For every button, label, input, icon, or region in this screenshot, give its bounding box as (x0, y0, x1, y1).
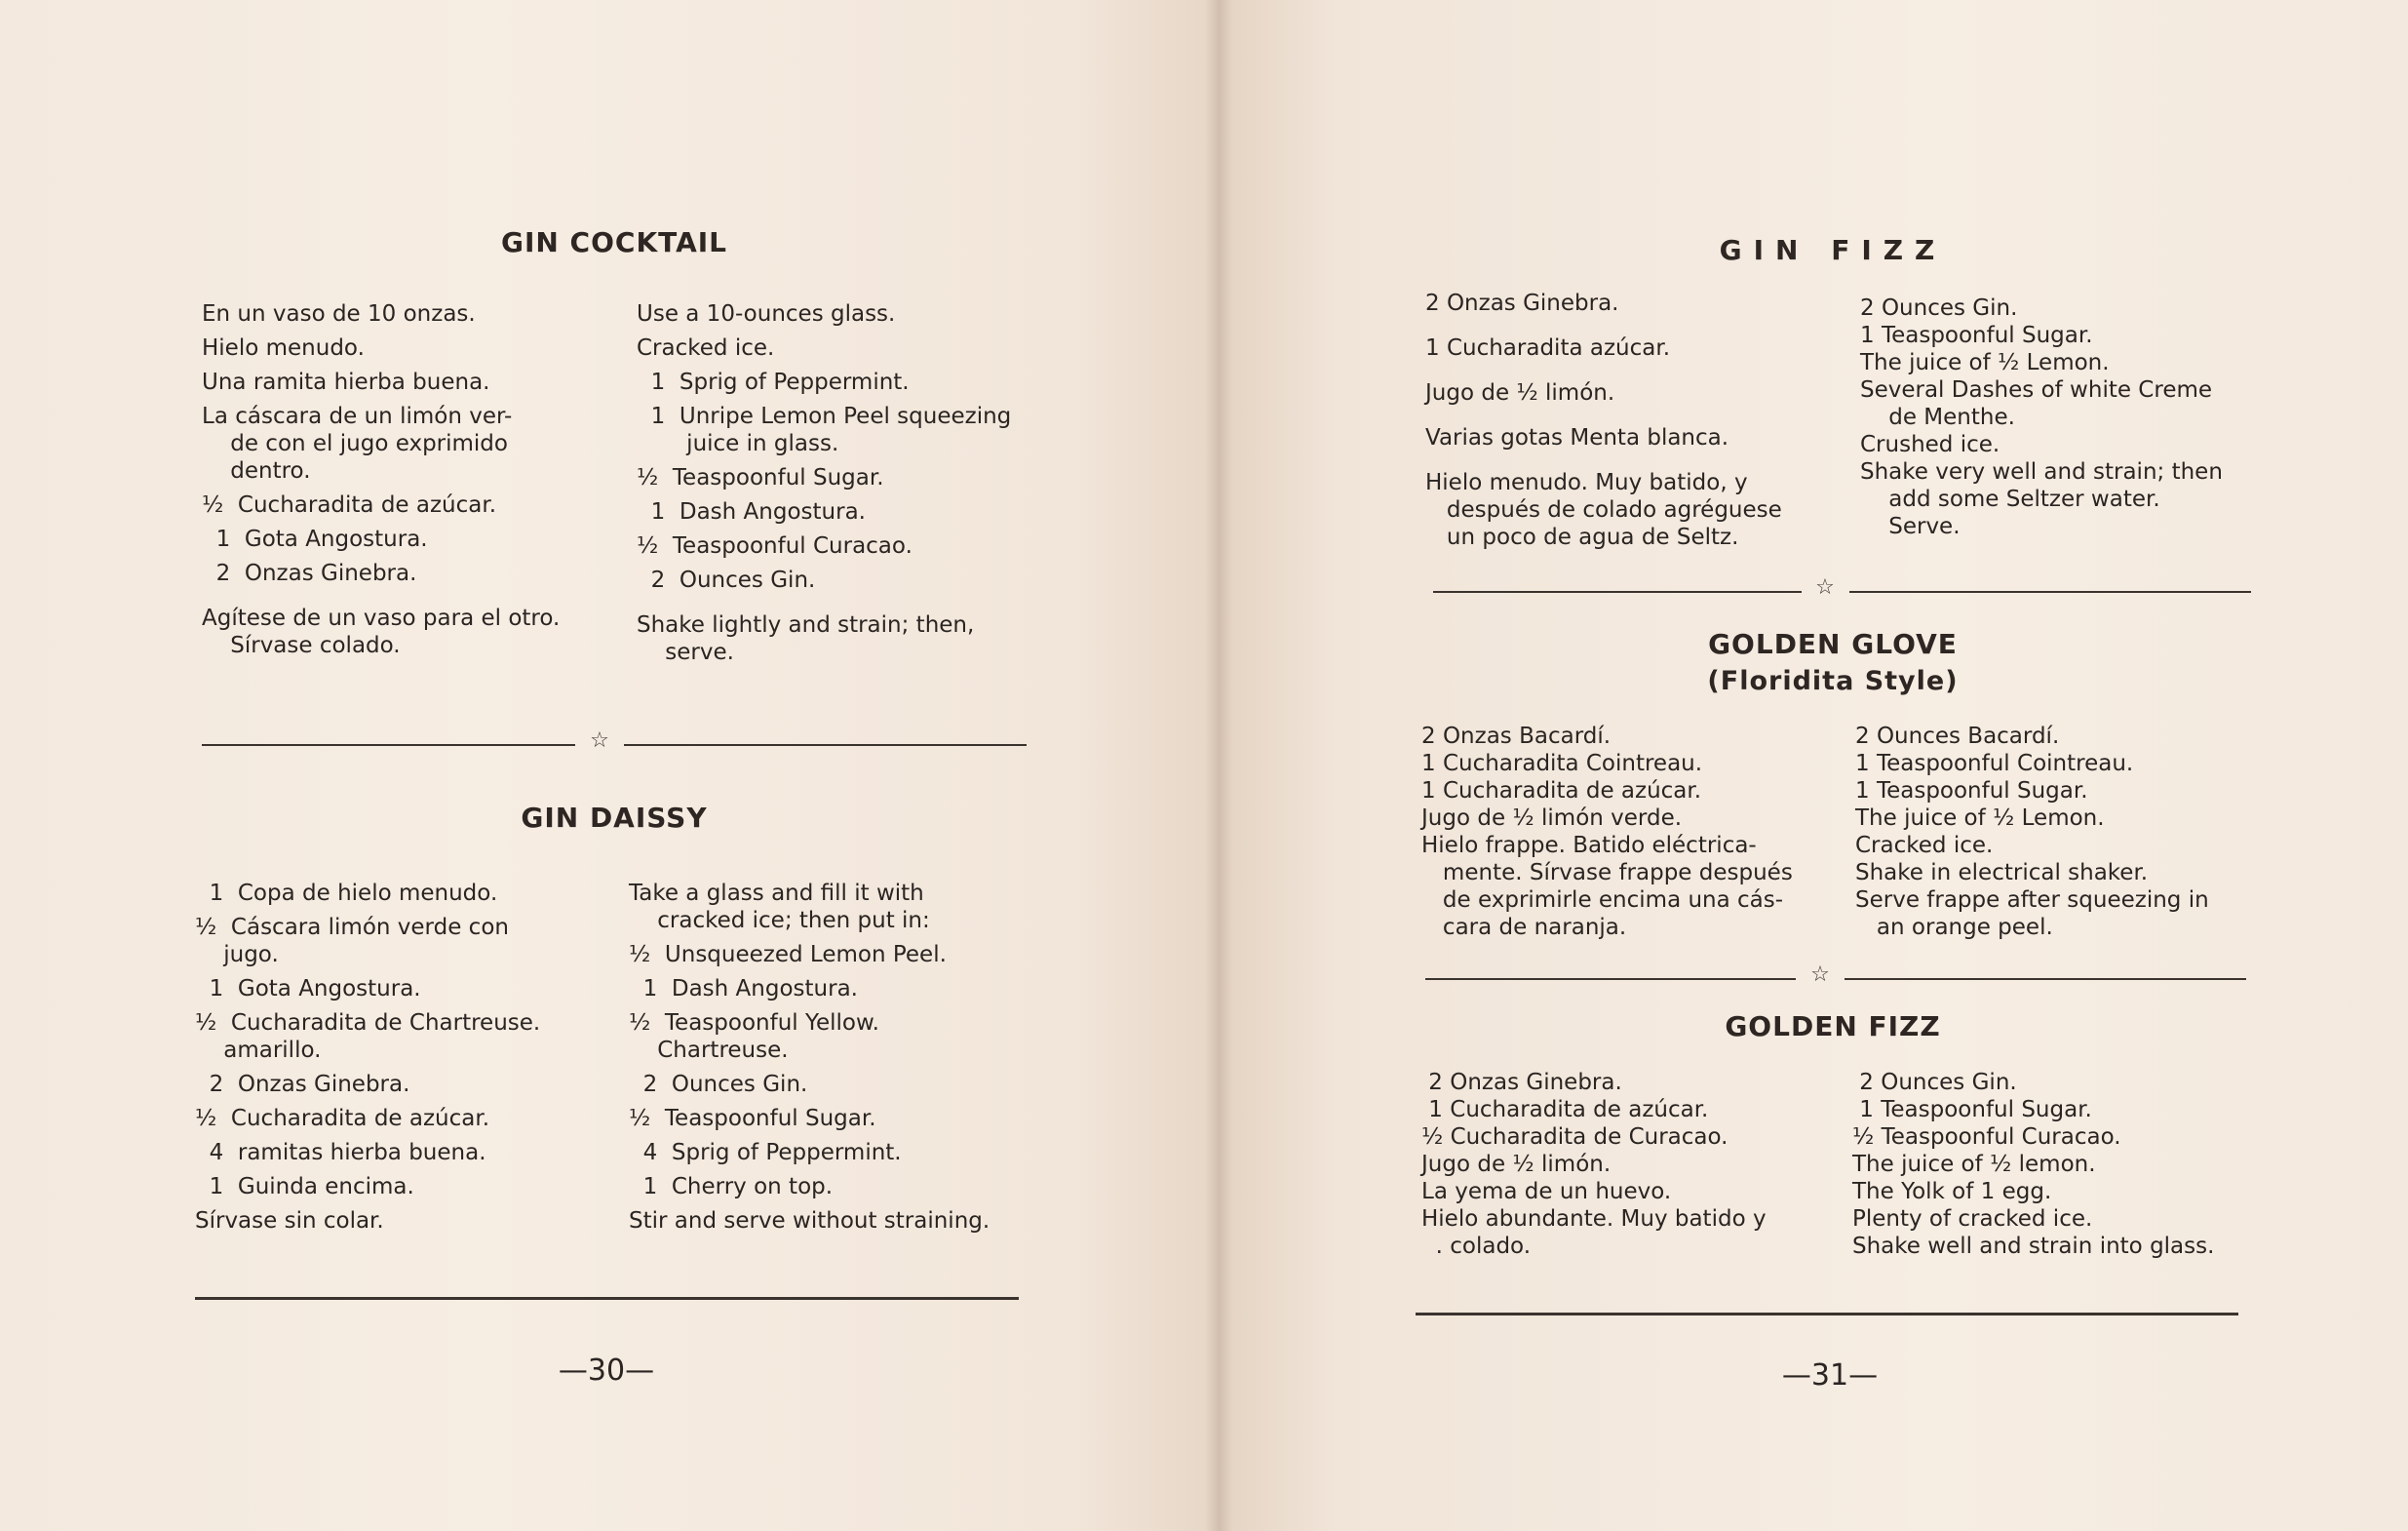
section-divider-right (1845, 978, 2246, 980)
gin-daissy-english (629, 880, 1058, 1235)
recipe-line: 4 Sprig of Peppermint. (629, 1140, 902, 1165)
recipe-line: dentro. (202, 458, 311, 484)
recipe-line: Jugo de ½ limón. (1425, 380, 1615, 406)
golden-fizz-spanish (1421, 1069, 1850, 1260)
gin-cocktail-title: GIN COCKTAIL (500, 226, 728, 258)
recipe-line: 1 Cucharadita Cointreau. (1421, 751, 1703, 776)
recipe-line: add some Seltzer water. (1860, 487, 2160, 512)
recipe-line: Hielo frappe. Batido eléctrica- (1421, 833, 1757, 858)
recipe-line: ½ Teaspoonful Curacao. (1852, 1124, 2121, 1150)
recipe-line: Use a 10-ounces glass. (637, 301, 896, 327)
recipe-line: 1 Copa de hielo menudo. (195, 881, 498, 906)
recipe-line: Jugo de ½ limón verde. (1421, 805, 1683, 831)
recipe-line: ½ Cáscara limón verde con (195, 915, 509, 940)
recipe-line: Chartreuse. (629, 1038, 789, 1063)
recipe-line: Crushed ice. (1860, 432, 2000, 457)
book-gutter (1205, 0, 1232, 1531)
recipe-line: 2 Ounces Gin. (1860, 295, 2018, 321)
recipe-line: Sírvase sin colar. (195, 1208, 384, 1234)
recipe-line: 2 Onzas Ginebra. (202, 561, 417, 586)
recipe-line: 1 Sprig of Peppermint. (637, 370, 910, 395)
golden-glove-subtitle: (Floridita Style) (1707, 666, 1959, 696)
recipe-line: jugo. (195, 942, 279, 967)
recipe-line: después de colado agréguese (1425, 497, 1782, 523)
recipe-line: Cracked ice. (637, 335, 775, 361)
recipe-line: La cáscara de un limón ver- (202, 404, 513, 429)
gin-cocktail-spanish (202, 300, 611, 659)
recipe-line: Cracked ice. (1855, 833, 1994, 858)
golden-glove-english (1855, 723, 2284, 941)
gin-fizz-title: GIN FIZZ (1719, 234, 1947, 266)
recipe-line: Shake well and strain into glass. (1852, 1234, 2215, 1259)
recipe-line: La yema de un huevo. (1421, 1179, 1672, 1204)
recipe-line: En un vaso de 10 onzas. (202, 301, 476, 327)
recipe-line: 1 Teaspoonful Sugar. (1852, 1097, 2092, 1122)
golden-glove-spanish (1421, 723, 1850, 941)
recipe-line: 1 Dash Angostura. (637, 499, 866, 525)
recipe-line: mente. Sírvase frappe después (1421, 860, 1793, 885)
recipe-line: cara de naranja. (1421, 915, 1627, 940)
recipe-line: 2 Onzas Ginebra. (1421, 1070, 1622, 1095)
recipe-line: Sírvase colado. (202, 633, 401, 658)
recipe-line: Stir and serve without straining. (629, 1208, 990, 1234)
page-number-left: —30— (558, 1354, 655, 1388)
recipe-line: ½ Cucharadita de Curacao. (1421, 1124, 1728, 1150)
page-number-right: —31— (1781, 1358, 1879, 1393)
recipe-line: Shake in electrical shaker. (1855, 860, 2149, 885)
recipe-line: de Menthe. (1860, 405, 2015, 430)
recipe-line: 1 Gota Angostura. (195, 976, 421, 1001)
gin-fizz-spanish (1425, 290, 1854, 551)
recipe-line: . colado. (1421, 1234, 1532, 1259)
recipe-line: Jugo de ½ limón. (1421, 1152, 1612, 1177)
section-divider-left (1425, 978, 1796, 980)
recipe-line: 2 Ounces Bacardí. (1855, 724, 2060, 749)
recipe-line: ½ Unsqueezed Lemon Peel. (629, 942, 947, 967)
recipe-line: ½ Cucharadita de azúcar. (195, 1106, 490, 1131)
recipe-line: Several Dashes of white Creme (1860, 377, 2213, 403)
recipe-line: Serve frappe after squeezing in (1855, 887, 2209, 913)
recipe-line: 1 Cucharadita de azúcar. (1421, 1097, 1709, 1122)
recipe-line: cracked ice; then put in: (629, 908, 930, 933)
recipe-line: Hielo menudo. (202, 335, 365, 361)
recipe-line: juice in glass. (637, 431, 839, 456)
star-icon: ☆ (1810, 962, 1830, 987)
recipe-line: amarillo. (195, 1038, 322, 1063)
golden-fizz-english (1852, 1069, 2291, 1260)
star-icon: ☆ (590, 728, 609, 753)
section-divider-right (624, 744, 1027, 746)
recipe-line: 2 Ounces Gin. (629, 1072, 808, 1097)
recipe-line: 2 Onzas Ginebra. (195, 1072, 410, 1097)
recipe-line: 1 Cucharadita azúcar. (1425, 335, 1671, 361)
golden-glove-title: GOLDEN GLOVE (1708, 628, 1958, 660)
recipe-line: 2 Ounces Gin. (1852, 1070, 2017, 1095)
recipe-line: Shake lightly and strain; then, (637, 612, 975, 638)
recipe-line: 2 Ounces Gin. (637, 568, 816, 593)
recipe-line: Agítese de un vaso para el otro. (202, 606, 561, 631)
recipe-line: 1 Teaspoonful Sugar. (1855, 778, 2088, 804)
gin-cocktail-english (637, 300, 1056, 666)
recipe-line: 2 Onzas Ginebra. (1425, 291, 1619, 316)
recipe-line: ½ Cucharadita de Chartreuse. (195, 1010, 541, 1036)
golden-fizz-title: GOLDEN FIZZ (1725, 1010, 1941, 1042)
recipe-line: ½ Teaspoonful Sugar. (629, 1106, 876, 1131)
recipe-line: Serve. (1860, 514, 1961, 539)
section-divider-right (1849, 591, 2251, 593)
bottom-rule-right (1416, 1313, 2238, 1315)
recipe-line: Hielo menudo. Muy batido, y (1425, 470, 1748, 495)
recipe-line: 1 Teaspoonful Sugar. (1860, 323, 2093, 348)
recipe-line: ½ Teaspoonful Yellow. (629, 1010, 879, 1036)
recipe-line: Varias gotas Menta blanca. (1425, 425, 1729, 451)
recipe-line: serve. (637, 640, 734, 665)
recipe-line: 1 Teaspoonful Cointreau. (1855, 751, 2134, 776)
recipe-line: 1 Gota Angostura. (202, 527, 428, 552)
recipe-line: un poco de agua de Seltz. (1425, 525, 1739, 550)
section-divider-left (1433, 591, 1802, 593)
recipe-line: 1 Unripe Lemon Peel squeezing (637, 404, 1012, 429)
bottom-rule-left (195, 1297, 1019, 1300)
recipe-line: 4 ramitas hierba buena. (195, 1140, 486, 1165)
recipe-line: de exprimirle encima una cás- (1421, 887, 1784, 913)
recipe-line: 1 Cherry on top. (629, 1174, 834, 1199)
star-icon: ☆ (1815, 575, 1835, 600)
recipe-line: 1 Cucharadita de azúcar. (1421, 778, 1702, 804)
recipe-line: Shake very well and strain; then (1860, 459, 2223, 485)
recipe-line: 2 Onzas Bacardí. (1421, 724, 1612, 749)
recipe-line: The juice of ½ lemon. (1852, 1152, 2096, 1177)
recipe-line: an orange peel. (1855, 915, 2053, 940)
recipe-line: Plenty of cracked ice. (1852, 1206, 2093, 1232)
gin-fizz-english (1860, 294, 2289, 540)
gin-daissy-spanish (195, 880, 604, 1235)
recipe-line: 1 Guinda encima. (195, 1174, 414, 1199)
gin-daissy-title: GIN DAISSY (521, 802, 708, 834)
recipe-line: de con el jugo exprimido (202, 431, 508, 456)
recipe-line: Take a glass and fill it with (629, 881, 924, 906)
recipe-line: The juice of ½ Lemon. (1860, 350, 2110, 375)
section-divider-left (202, 744, 575, 746)
recipe-line: ½ Cucharadita de azúcar. (202, 492, 497, 518)
recipe-line: The Yolk of 1 egg. (1852, 1179, 2052, 1204)
recipe-line: The juice of ½ Lemon. (1855, 805, 2105, 831)
recipe-line: 1 Dash Angostura. (629, 976, 858, 1001)
recipe-line: ½ Teaspoonful Curacao. (637, 533, 913, 559)
recipe-line: Hielo abundante. Muy batido y (1421, 1206, 1767, 1232)
recipe-line: Una ramita hierba buena. (202, 370, 490, 395)
recipe-line: ½ Teaspoonful Sugar. (637, 465, 884, 491)
